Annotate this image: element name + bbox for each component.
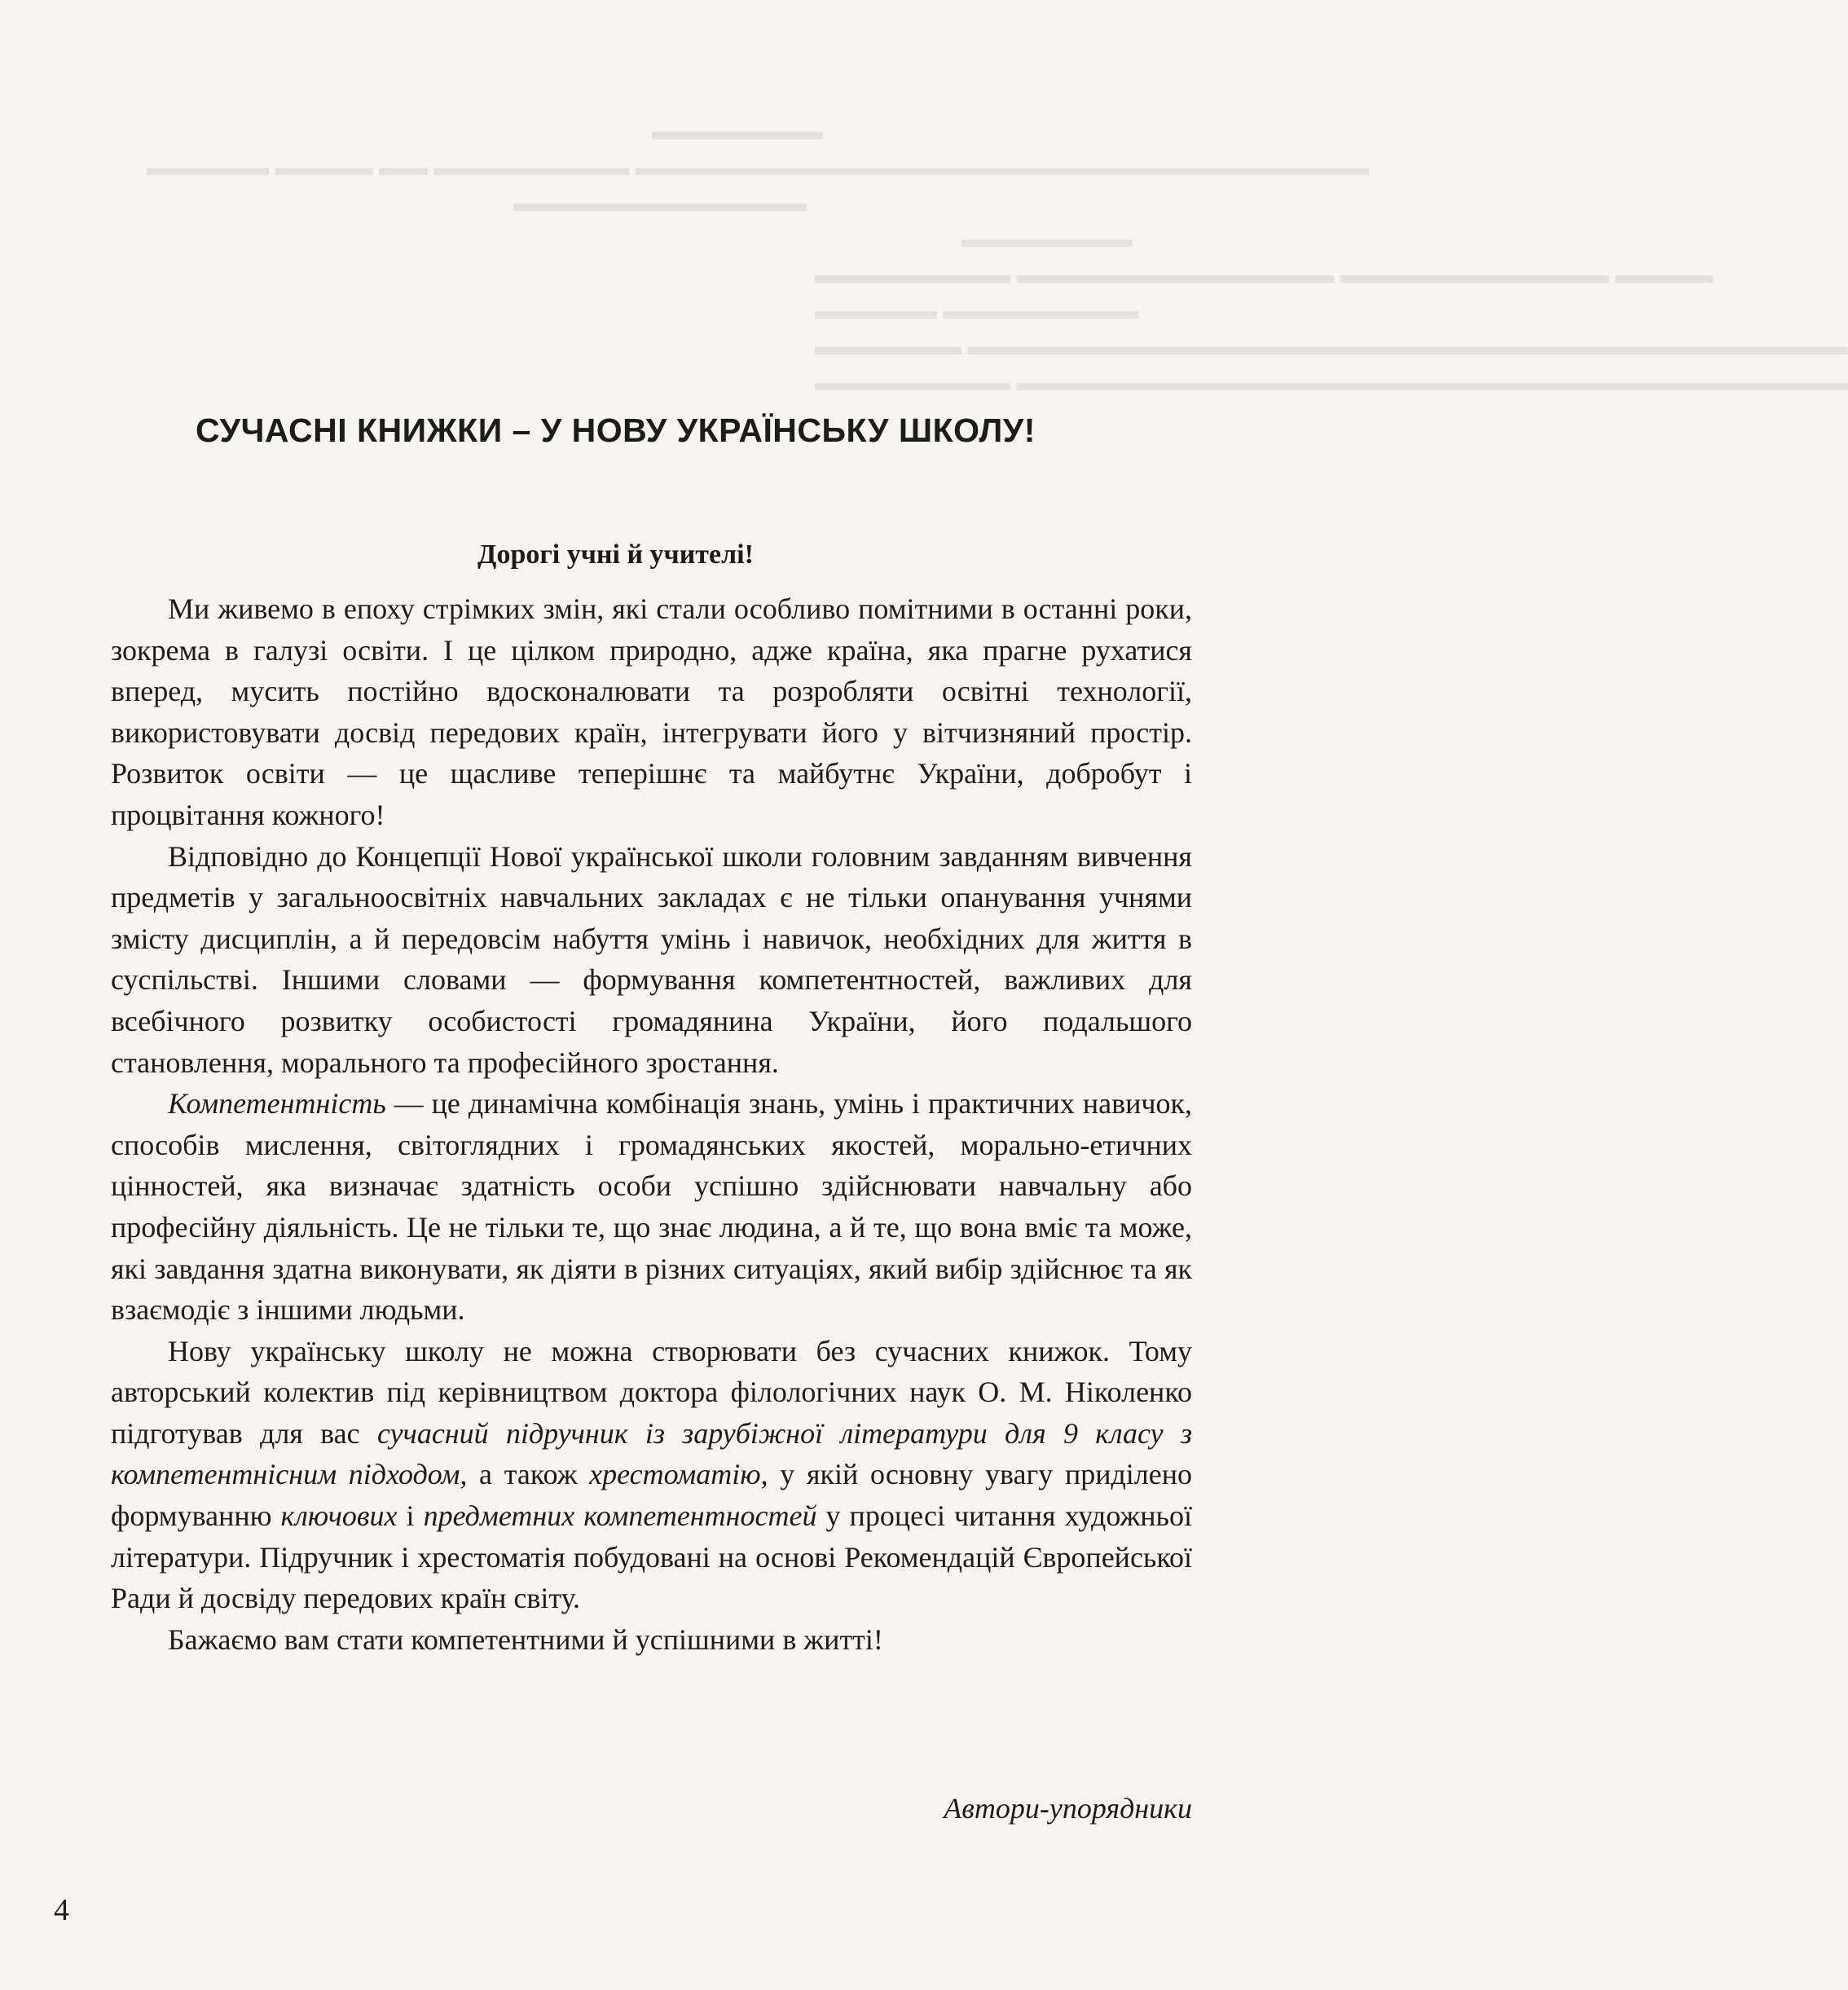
article-body: [111, 588, 1192, 1660]
paragraph-4: [111, 1331, 1192, 1619]
paragraph-4-text-1: Нову українську школу не можна створювати без сучасних книжок. Тому авторський колектив під керівництвом доктора філологічних наук О. М. Ніколенко підготував для вас: [111, 1334, 1192, 1450]
paragraph-3: [111, 1083, 1192, 1331]
page-number: 4: [54, 1893, 69, 1927]
paragraph-4-text-4: і: [397, 1499, 424, 1533]
paragraph-2: Відповідно до Концепції Нової української школи головним завданням вивчення предметів у загальноосвітніх навчальних закладах є не тільки опанування учнями змісту дисциплін, а й передовсім набуття умінь і навичок, необхідних для життя в суспільстві. Іншими словами — формування компетентностей, важливих для всебічного розвитку особистості громадянина України, його подальшого становлення, морального та професійного зростання.: [111, 839, 1192, 1079]
paragraph-5: Бажаємо вам стати компетентними й успішними в житті!: [168, 1622, 883, 1656]
definition-text: — це динамічна комбінація знань, умінь і практичних навичок, способів мислення, світоглядних і громадянських якостей, морально-етичних цінностей, яка визначає здатність особи успішно здійснювати навчальну або професійну діяльність. Це не тільки те, що знає людина, а й те, що вона вміє та може, які завдання здатна виконувати, як діяти в різних ситуаціях, який вибір здійснює та як взаємодіє з іншими людьми.: [111, 1087, 1192, 1327]
paragraph-4-emphasis-key: ключових: [280, 1499, 398, 1533]
paragraph-4-emphasis-subject: предметних компетентностей: [423, 1499, 817, 1533]
paragraph-1: Ми живемо в епоху стрімких змін, які стали особливо помітними в останні роки, зокрема в галузі освіти. І це цілком природно, адже країна, яка прагне рухатися вперед, мусить постійно вдосконалювати та розробляти освітні технології, використовувати досвід передових країн, інтегрувати його у вітчизняний простір. Розвиток освіти — це щасливе теперішнє та майбутнє України, добробут і процвітання кожного!: [111, 592, 1192, 831]
show-through-background: ▬▬▬▬▬▬▬ ▬▬▬▬▬ ▬▬▬▬ ▬▬ ▬▬▬▬▬▬▬▬ ▬▬▬▬▬▬▬▬▬▬▬▬▬▬▬▬▬▬▬▬▬▬▬▬▬▬▬▬▬▬ ▬▬▬▬▬▬▬▬▬▬▬▬ ▬▬▬▬▬▬▬ ▬▬▬▬▬▬▬▬ ▬▬▬▬▬▬▬▬▬▬▬▬▬ ▬▬▬▬▬▬▬▬▬▬▬ ▬▬▬▬ ▬▬▬▬▬ ▬▬▬▬▬▬▬▬ ▬▬▬▬▬▬ ▬▬▬▬▬▬▬▬▬▬▬▬▬▬▬▬▬▬▬▬▬▬▬▬▬▬▬▬▬▬▬▬▬▬▬▬ ▬▬▬▬▬▬▬▬ ▬▬▬▬▬▬▬▬▬▬▬▬▬▬▬▬▬▬▬▬▬▬▬▬▬▬▬▬▬▬▬▬▬▬: [147, 118, 1848, 396]
signature: Автори-упорядники: [944, 1792, 1192, 1825]
paragraph-4-text-5: у процесі читання художньої літератури. Підручник і хрестоматія побудовані на основі Рекомендацій Європейської Ради й досвіду передових країн світу.: [111, 1499, 1192, 1615]
greeting-heading: Дорогі учні й учителі!: [477, 539, 754, 570]
page-title: СУЧАСНІ КНИЖКИ – У НОВУ УКРАЇНСЬКУ ШКОЛУ!: [196, 412, 1036, 449]
paragraph-4-emphasis-textbook: сучасний підручник із зарубіжної літератури для 9 класу з компетентнісним підходом,: [111, 1416, 1192, 1491]
paragraph-4-text-2: а також: [467, 1458, 590, 1491]
defined-term: Компетентність: [168, 1087, 386, 1120]
paragraph-4-text-3: , у якій основну увагу приділено формуванню: [111, 1458, 1193, 1533]
paragraph-4-emphasis-anthology: хрестоматію: [589, 1458, 761, 1491]
